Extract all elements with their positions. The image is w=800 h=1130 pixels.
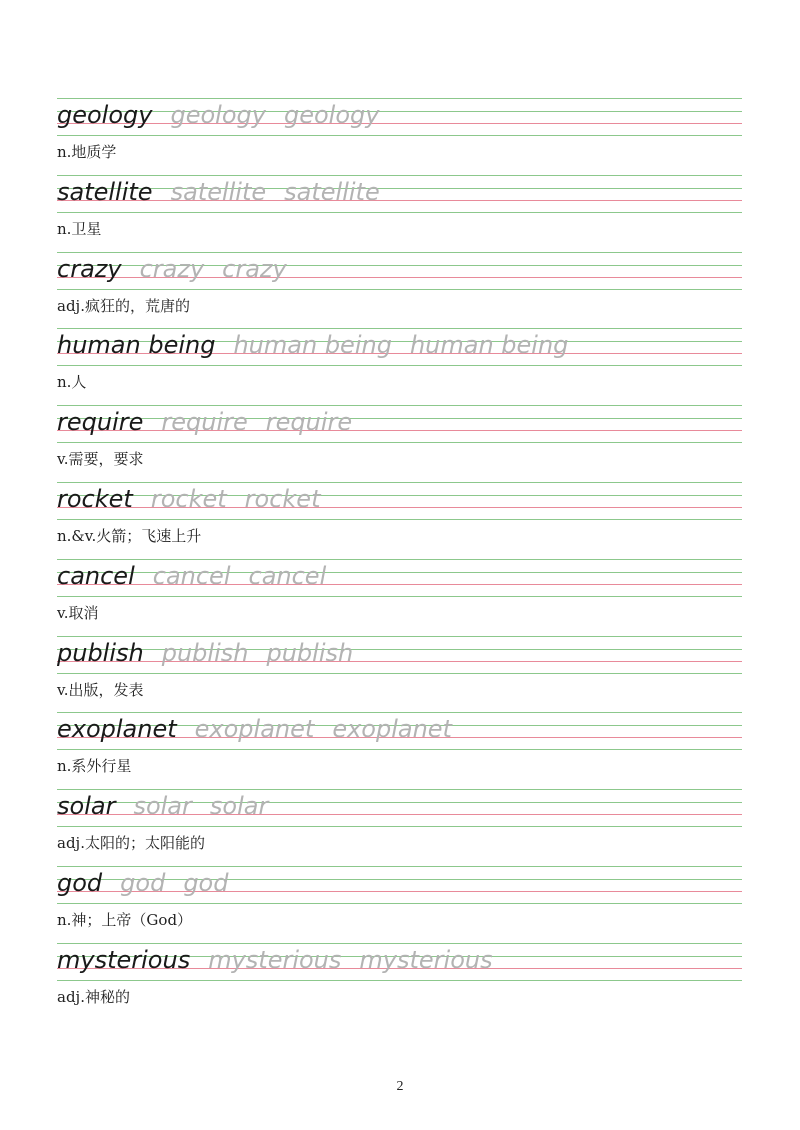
trace-word: god — [183, 869, 229, 897]
word-line — [57, 328, 568, 362]
vocab-entry — [0, 559, 800, 636]
trace-word: crazy — [139, 255, 205, 283]
word-meaning: n.卫星 — [57, 220, 102, 238]
word-line — [57, 866, 228, 900]
trace-word: exoplanet — [194, 715, 315, 743]
vocab-entry — [0, 405, 800, 482]
guide-line — [57, 212, 742, 213]
trace-word: solar — [133, 792, 192, 820]
guide-line — [57, 980, 742, 981]
guide-line — [57, 519, 742, 520]
trace-word: solar — [209, 792, 269, 820]
vocab-entry — [0, 636, 800, 713]
guide-line — [57, 903, 742, 904]
word-meaning: n.地质学 — [57, 143, 117, 161]
trace-word: satellite — [170, 178, 267, 206]
trace-word: geology — [283, 101, 380, 129]
word-meaning: v.取消 — [57, 604, 99, 622]
word-line — [57, 789, 268, 823]
guide-line — [57, 289, 742, 290]
vocab-word: mysterious — [57, 946, 191, 974]
vocab-word: solar — [57, 792, 116, 820]
trace-word: mysterious — [208, 946, 342, 974]
word-meaning: n.人 — [57, 373, 87, 391]
vocab-word: geology — [57, 101, 153, 129]
word-line — [57, 943, 493, 977]
vocab-entry — [0, 175, 800, 252]
vocab-word: exoplanet — [57, 715, 177, 743]
word-line — [57, 175, 380, 209]
trace-word: rocket — [244, 485, 321, 513]
vocab-entry — [0, 789, 800, 866]
word-meaning: adj.神秘的 — [57, 988, 130, 1006]
word-meaning: v.需要，要求 — [57, 450, 144, 468]
vocab-entry — [0, 712, 800, 789]
word-line — [57, 636, 353, 670]
trace-word: satellite — [284, 178, 380, 206]
trace-word: human being — [233, 331, 392, 359]
word-meaning: n.&v.火箭；飞速上升 — [57, 527, 202, 545]
guide-line — [57, 749, 742, 750]
vocab-word: cancel — [57, 562, 135, 590]
trace-word: crazy — [222, 255, 287, 283]
vocab-word: publish — [57, 639, 144, 667]
word-line — [57, 405, 352, 439]
vocab-entry — [0, 98, 800, 175]
vocab-word: require — [57, 408, 144, 436]
vocab-entry — [0, 866, 800, 943]
trace-word: cancel — [152, 562, 231, 590]
word-line — [57, 482, 320, 516]
trace-word: publish — [266, 639, 354, 667]
trace-word: human being — [409, 331, 569, 359]
vocab-entry — [0, 252, 800, 329]
guide-line — [57, 365, 742, 366]
trace-word: mysterious — [359, 946, 493, 974]
trace-word: rocket — [150, 485, 227, 513]
vocab-word: rocket — [57, 485, 133, 513]
guide-line — [57, 135, 742, 136]
word-meaning: n.神；上帝（God） — [57, 911, 193, 929]
trace-word: exoplanet — [332, 715, 452, 743]
vocab-entry — [0, 943, 800, 1020]
word-meaning: adj.太阳的；太阳能的 — [57, 834, 205, 852]
vocab-word: crazy — [57, 255, 122, 283]
vocab-word: god — [57, 869, 103, 897]
vocab-entry — [0, 328, 800, 405]
guide-line — [57, 442, 742, 443]
trace-word: god — [120, 869, 166, 897]
guide-line — [57, 673, 742, 674]
word-line — [57, 559, 326, 593]
trace-word: require — [161, 408, 248, 436]
vocab-word: satellite — [57, 178, 153, 206]
guide-line — [57, 596, 742, 597]
word-meaning: v.出版，发表 — [57, 681, 144, 699]
word-line — [57, 98, 379, 132]
trace-word: geology — [170, 101, 266, 129]
word-meaning: adj.疯狂的，荒唐的 — [57, 297, 190, 315]
vocab-word: human being — [57, 331, 216, 359]
trace-word: publish — [161, 639, 249, 667]
word-line — [57, 712, 452, 746]
guide-line — [57, 826, 742, 827]
word-line — [57, 252, 287, 286]
vocab-entry — [0, 482, 800, 559]
trace-word: require — [265, 408, 353, 436]
page-number: 2 — [396, 1079, 404, 1094]
trace-word: cancel — [248, 562, 327, 590]
word-meaning: n.系外行星 — [57, 757, 132, 775]
